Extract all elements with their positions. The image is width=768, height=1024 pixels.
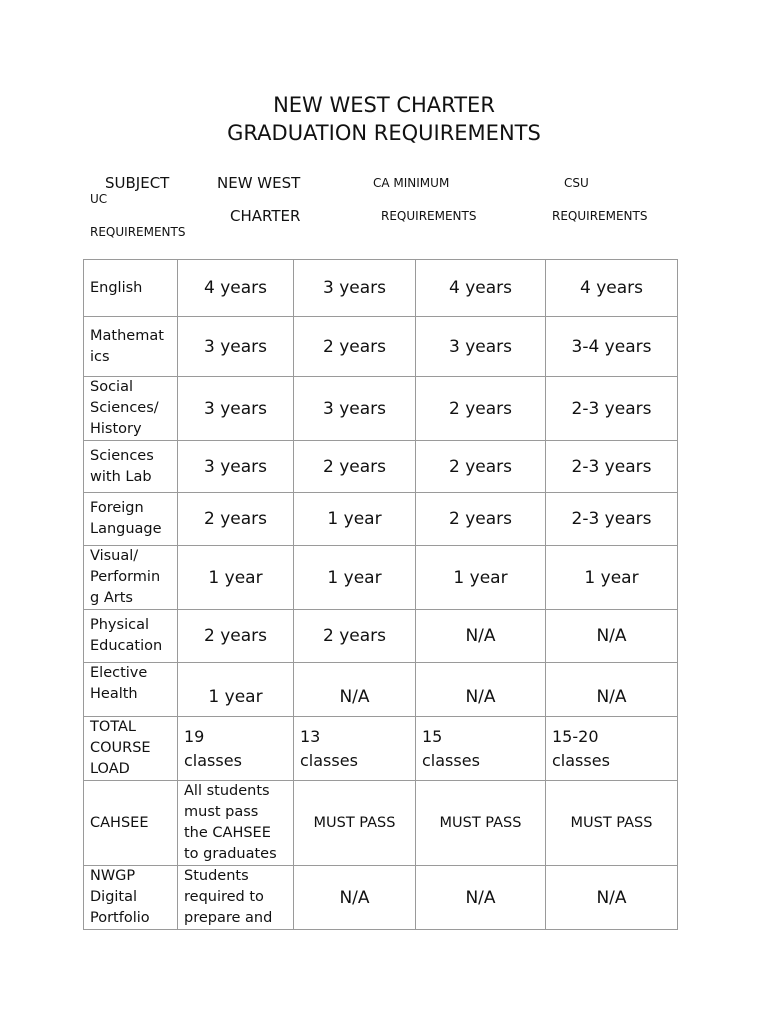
subject-cell: Foreign Language [84,493,178,546]
subject-cell: Elective Health [84,663,178,717]
csu-value: 1 year [416,546,546,610]
ca-minimum-value: 3 years [294,260,416,317]
csu-value: 15 classes [416,717,546,781]
csu-value: N/A [416,663,546,717]
header-uc-line-2: REQUIREMENTS [90,225,186,239]
table-row [84,377,678,441]
header-uc-line-1: UC [90,192,108,206]
header-csu-line-1: CSU [564,176,589,190]
header-csu-line-2: REQUIREMENTS [552,209,648,223]
table-row [84,781,678,866]
ca-minimum-value: 3 years [294,377,416,441]
uc-value: MUST PASS [546,781,678,866]
csu-value: 2 years [416,493,546,546]
uc-value: N/A [546,866,678,930]
table-row [84,663,678,717]
new-west-value: 4 years [178,260,294,317]
subject-cell: Visual/ Performin g Arts [84,546,178,610]
csu-value: 4 years [416,260,546,317]
ca-minimum-value: N/A [294,663,416,717]
uc-value: 3-4 years [546,317,678,377]
ca-minimum-value: N/A [294,866,416,930]
new-west-value: 3 years [178,377,294,441]
uc-value: 2-3 years [546,441,678,493]
new-west-value: 2 years [178,493,294,546]
new-west-value: 1 year [178,663,294,717]
subject-cell: Mathemat ics [84,317,178,377]
subject-cell: Social Sciences/ History [84,377,178,441]
ca-minimum-value: 2 years [294,610,416,663]
ca-minimum-value: 2 years [294,317,416,377]
uc-value: 1 year [546,546,678,610]
uc-value: 2-3 years [546,493,678,546]
ca-minimum-value: 2 years [294,441,416,493]
header-ca-minimum-line-2: REQUIREMENTS [381,209,477,223]
csu-value: 2 years [416,441,546,493]
csu-value: N/A [416,610,546,663]
csu-value: 3 years [416,317,546,377]
subject-cell: NWGP Digital Portfolio [84,866,178,930]
subject-cell: English [84,260,178,317]
header-new-west-line-2: CHARTER [230,207,301,225]
new-west-value: 19 classes [178,717,294,781]
uc-value: 4 years [546,260,678,317]
table-row [84,260,678,317]
ca-minimum-value: 13 classes [294,717,416,781]
table-row [84,493,678,546]
table-row [84,610,678,663]
table-row [84,546,678,610]
document-title-line-2: GRADUATION REQUIREMENTS [227,121,541,145]
requirements-table [83,259,678,930]
csu-value: N/A [416,866,546,930]
subject-cell: Physical Education [84,610,178,663]
new-west-value: Students required to prepare and [178,866,294,930]
csu-value: 2 years [416,377,546,441]
header-subject: SUBJECT [105,174,170,192]
ca-minimum-value: 1 year [294,493,416,546]
new-west-value: 3 years [178,317,294,377]
table-row [84,866,678,930]
table-row [84,317,678,377]
subject-cell: TOTAL COURSE LOAD [84,717,178,781]
subject-cell: CAHSEE [84,781,178,866]
uc-value: N/A [546,663,678,717]
new-west-value: 3 years [178,441,294,493]
csu-value: MUST PASS [416,781,546,866]
new-west-value: All students must pass the CAHSEE to graduates [178,781,294,866]
header-new-west-line-1: NEW WEST [217,174,301,192]
new-west-value: 1 year [178,546,294,610]
table-row [84,441,678,493]
uc-value: 15-20 classes [546,717,678,781]
ca-minimum-value: MUST PASS [294,781,416,866]
subject-cell: Sciences with Lab [84,441,178,493]
ca-minimum-value: 1 year [294,546,416,610]
uc-value: N/A [546,610,678,663]
document-title-line-1: NEW WEST CHARTER [273,93,495,117]
table-row [84,717,678,781]
header-ca-minimum-line-1: CA MINIMUM [373,176,450,190]
uc-value: 2-3 years [546,377,678,441]
new-west-value: 2 years [178,610,294,663]
